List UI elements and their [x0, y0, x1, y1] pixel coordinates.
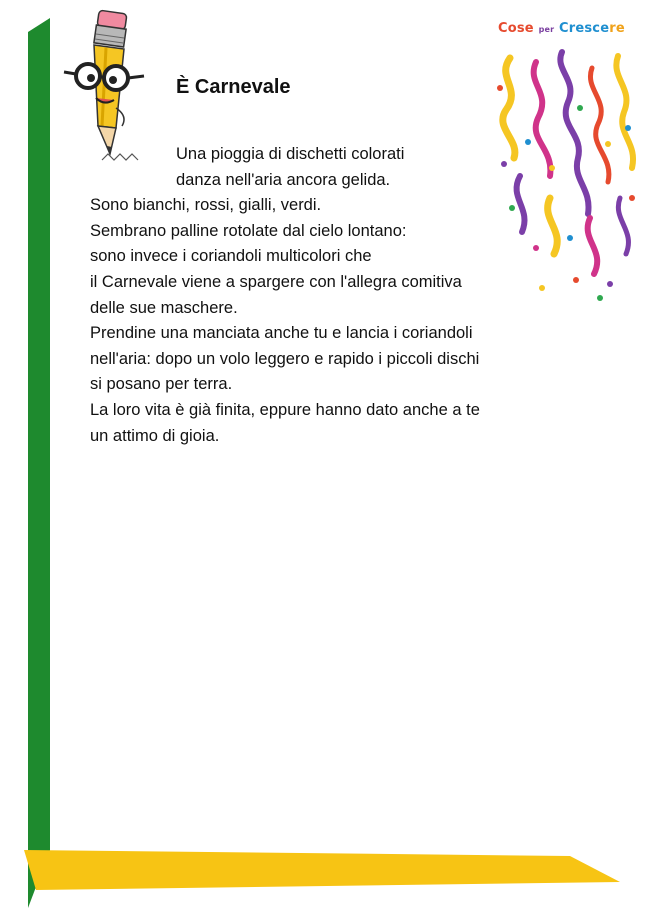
- page-title: È Carnevale: [176, 76, 291, 98]
- poem-line: danza nell'aria ancora gelida.: [176, 170, 391, 189]
- poem-line: Sono bianchi, rossi, gialli, verdi.: [90, 196, 322, 215]
- logo-word-re: re: [609, 21, 625, 36]
- poem-line: Una pioggia di dischetti colorati: [176, 145, 405, 163]
- poem-line: La loro vita è già finita, eppure hanno dato anche a te: [90, 400, 480, 419]
- poem-text: [90, 142, 550, 449]
- poem-line: nell'aria: dopo un volo leggero e rapido i piccoli dischi: [90, 349, 480, 368]
- poem-line: sono invece i coriandoli multicolori che: [90, 247, 372, 266]
- green-border-stripe: [0, 0, 60, 920]
- cose-per-crescere-logo: [498, 21, 625, 36]
- yellow-bottom-stripe: [0, 830, 650, 910]
- logo-word-cresce: Cresce: [559, 21, 610, 36]
- poem-line: Sembrano palline rotolate dal cielo lontano:: [90, 221, 407, 240]
- logo-word-cose: Cose: [498, 21, 534, 36]
- poem-line: un attimo di gioia.: [90, 426, 220, 445]
- poem-line: Prendine una manciata anche tu e lancia i coriandoli: [90, 324, 473, 343]
- poem-line: si posano per terra.: [90, 375, 233, 394]
- logo-word-per: per: [538, 25, 555, 34]
- poem-line: delle sue maschere.: [90, 298, 238, 317]
- poem-line: il Carnevale viene a spargere con l'allegra comitiva: [90, 272, 462, 291]
